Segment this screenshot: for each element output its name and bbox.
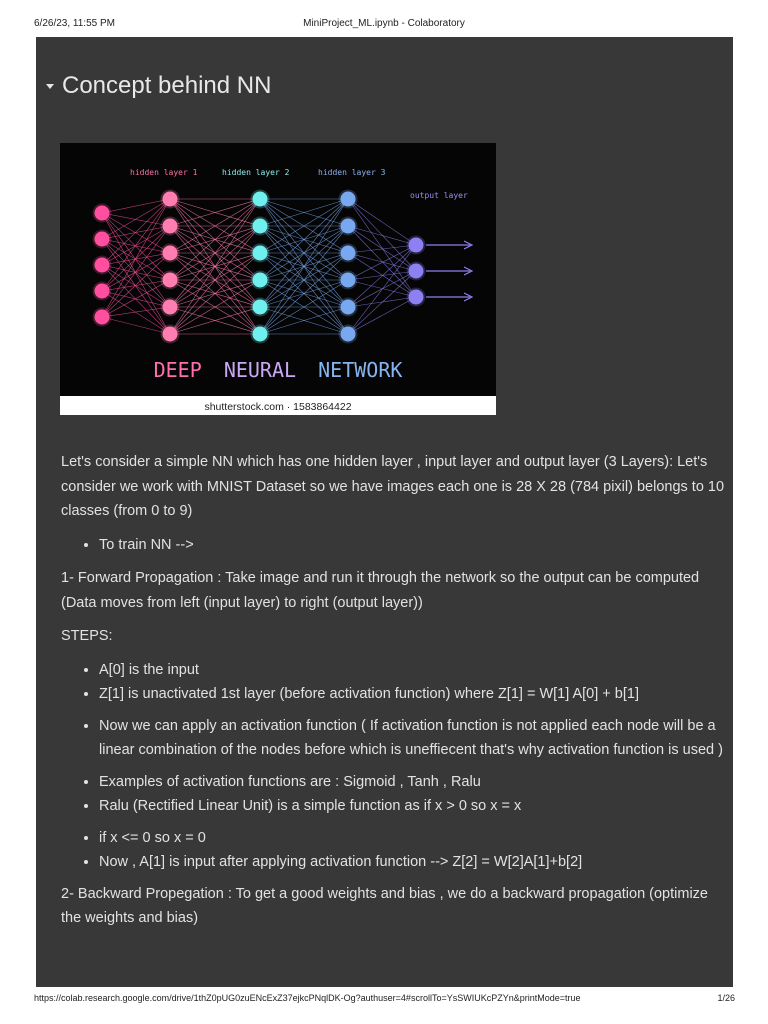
steps-list-b [61,714,731,763]
section-title: Concept behind NN [62,72,272,99]
hidden3-node [341,327,356,342]
neural-network-diagram [60,143,496,415]
input-node [95,206,110,221]
print-date: 6/26/23, 11:55 PM [34,18,115,29]
hidden2-node [253,246,268,261]
hidden2-node [253,192,268,207]
train-list [61,533,731,558]
hidden1-node [163,246,178,261]
layer-label-output: output layer [410,191,468,200]
input-node [95,284,110,299]
print-header [0,18,768,32]
list-item: • Now we can apply an activation function ( If activation function is not applied each node will be a linear combination of the nodes before which is uneffiecent that's why activation function is used ) [99,714,731,763]
hidden3-node [341,246,356,261]
collapse-section-toggle[interactable] [36,84,60,89]
section-heading [36,69,271,103]
list-item: • A[0] is the input [99,658,731,683]
print-doc-title: MiniProject_ML.ipynb - Colaboratory [303,18,465,29]
steps-list-c [61,770,731,819]
output-node [409,238,424,253]
hidden1-node [163,300,178,315]
list-item: • Now , A[1] is input after applying activation function --> Z[2] = W[2]A[1]+b[2] [99,850,731,875]
caption-word-neural: NEURAL [223,358,297,382]
intro-paragraph: Let's consider a simple NN which has one hidden layer , input layer and output layer (3 Layers): Let's consider we work with MNIST Dataset so we have images each one is 28 X 28 (784 pixil) belongs to 10 classes (from 0 to 9) [61,454,725,519]
hidden1-node [163,219,178,234]
hidden3-node [341,273,356,288]
image-credit: shutterstock.com · 1583864422 [204,401,352,413]
caption-word-network: NETWORK [318,358,403,382]
input-node [95,310,110,325]
hidden1-node [163,273,178,288]
markdown-text [61,450,731,940]
hidden1-node [163,327,178,342]
hidden2-node [253,273,268,288]
list-item: • Examples of activation functions are : Sigmoid , Tanh , Ralu [99,770,731,795]
input-node [95,258,110,273]
list-item: • Ralu (Rectified Linear Unit) is a simple function as if x > 0 so x = x [99,794,731,819]
layer-label-hidden-3: hidden layer 3 [318,168,386,177]
hidden2-node [253,300,268,315]
output-node [409,290,424,305]
list-item: • Z[1] is unactivated 1st layer (before activation function) where Z[1] = W[1] A[0] + b[1] [99,682,731,707]
layer-label-hidden-1: hidden layer 1 [130,168,198,177]
output-node [409,264,424,279]
caption-word-deep: DEEP [153,358,202,382]
hidden3-node [341,192,356,207]
neural-network-image [60,143,496,415]
steps-label: STEPS: [61,628,113,644]
hidden3-node [341,219,356,234]
backward-paragraph: 2- Backward Propegation : To get a good weights and bias , we do a backward propagation (optimize the weights and bias) [61,885,708,926]
steps-list-d [61,826,731,875]
hidden2-node [253,219,268,234]
input-node [95,232,110,247]
figure-caption [154,358,403,382]
train-bullet: • To train NN --> [99,533,731,558]
layer-label-hidden-2: hidden layer 2 [222,168,290,177]
print-url: https://colab.research.google.com/drive/1thZ0pUG0zuENcExZ37ejkcPNqlDK-Og?authuser=4#scrollTo=YsSWIUKcPZYn&printMode=true [34,993,581,1003]
forward-paragraph: 1- Forward Propagation : Take image and run it through the network so the output can be computed (Data moves from left (input layer) to right (output layer)) [61,570,700,611]
notebook-page [36,37,733,987]
steps-list-a [61,658,731,707]
hidden2-node [253,327,268,342]
page-number: 1/26 [717,993,735,1003]
hidden1-node [163,192,178,207]
caret-down-icon [46,84,54,89]
hidden3-node [341,300,356,315]
list-item: • if x <= 0 so x = 0 [99,826,731,851]
print-footer [0,993,768,1007]
